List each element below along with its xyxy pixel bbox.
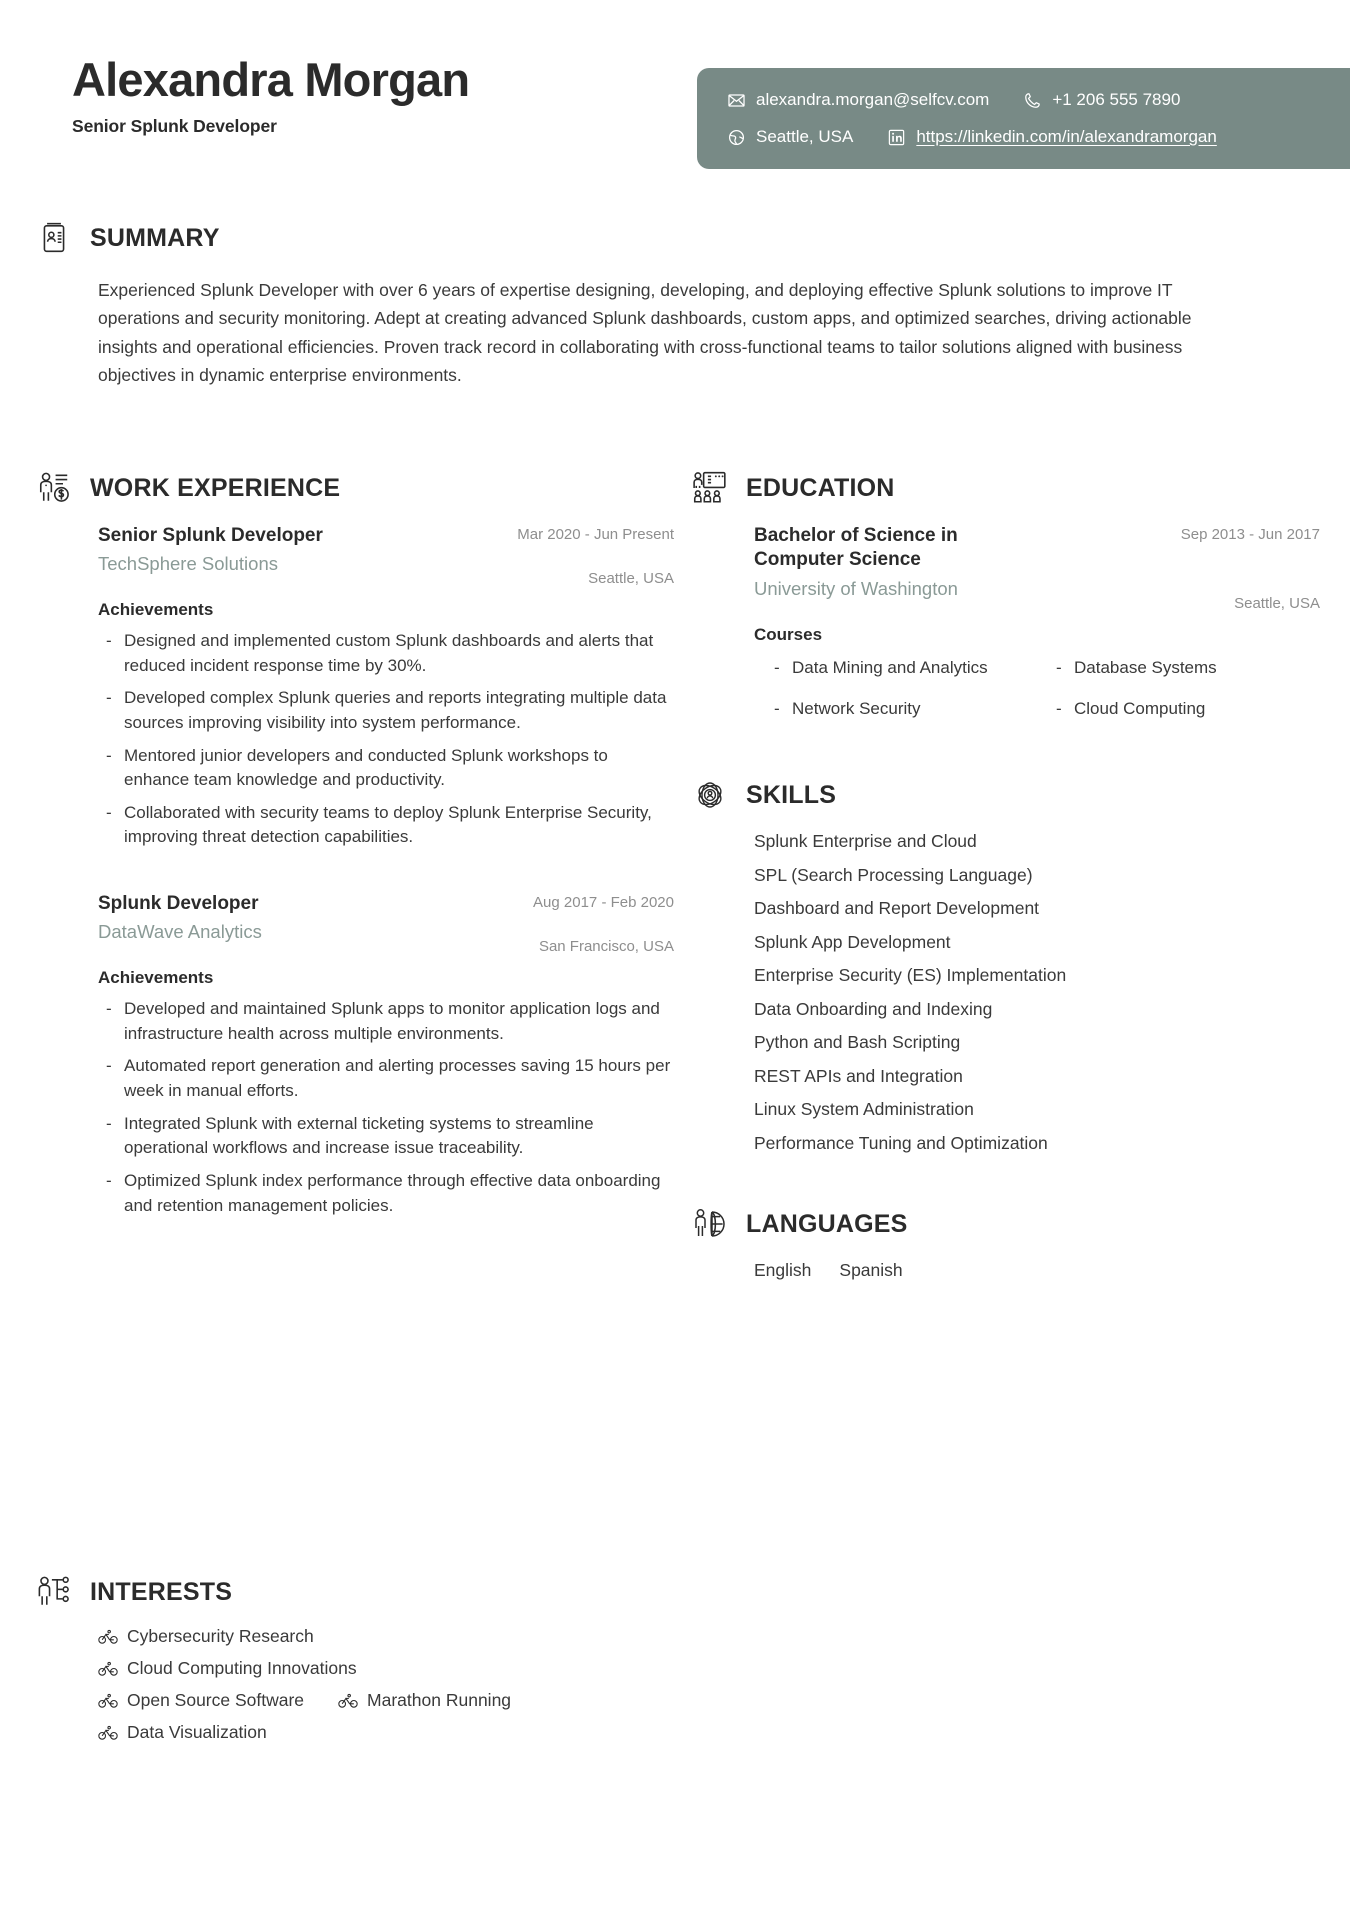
bicycle-icon xyxy=(98,1661,118,1677)
skills-section-header xyxy=(690,775,1320,815)
interest-row xyxy=(98,1626,734,1647)
spacer xyxy=(98,858,674,892)
contact-email[interactable] xyxy=(727,90,989,110)
id-card-icon xyxy=(34,218,74,258)
interest-label: Marathon Running xyxy=(367,1690,512,1710)
work-entry-meta xyxy=(517,524,674,587)
skill-item: Python and Bash Scripting xyxy=(754,1032,961,1053)
skill-item: Data Onboarding and Indexing xyxy=(754,998,993,1019)
list-item: - Automated report generation and alerting processes saving 15 hours per week in manual efforts. xyxy=(98,1054,674,1103)
person-options-icon xyxy=(34,1572,74,1612)
work-entry-identity xyxy=(98,892,517,944)
interest-row xyxy=(98,1658,734,1679)
work-experience-body xyxy=(98,524,674,1218)
education-degree: Bachelor of Science in Computer Science xyxy=(754,525,958,571)
skill-item: REST APIs and Integration xyxy=(754,1065,963,1086)
languages-list xyxy=(754,1260,1320,1281)
language-item: English xyxy=(754,1260,812,1281)
education-entry-header xyxy=(754,524,1320,612)
language-item: Spanish xyxy=(839,1260,903,1281)
list-item: - Mentored junior developers and conducted Splunk workshops to enhance team knowledge and productivity. xyxy=(98,744,674,793)
skill-item: Enterprise Security (ES) Implementation xyxy=(754,965,1067,986)
skill-item: Splunk Enterprise and Cloud xyxy=(754,831,977,852)
person-globe-icon xyxy=(690,1204,730,1244)
contact-location-text: Seattle, USA xyxy=(756,127,854,146)
achievements-label: Achievements xyxy=(98,600,214,619)
work-role: Splunk Developer xyxy=(98,893,259,915)
identity-block xyxy=(72,55,469,137)
work-role: Senior Splunk Developer xyxy=(98,525,323,546)
course-item: - Database Systems xyxy=(1052,656,1320,681)
education-section-header xyxy=(690,468,1320,508)
skill-item: SPL (Search Processing Language) xyxy=(754,864,1033,885)
work-location: Seattle, USA xyxy=(588,570,674,587)
bicycle-icon xyxy=(98,1693,118,1709)
contact-linkedin-text: https://linkedin.com/in/alexandramorgan xyxy=(916,127,1217,146)
left-column xyxy=(34,468,674,1226)
work-company: TechSphere Solutions xyxy=(98,553,278,575)
education-location: Seattle, USA xyxy=(1234,595,1320,612)
interest-label: Cloud Computing Innovations xyxy=(127,1658,357,1678)
globe-pin-icon xyxy=(727,128,746,147)
work-dates: Aug 2017 - Feb 2020 xyxy=(533,894,674,912)
interest-item xyxy=(98,1658,357,1679)
person-money-icon xyxy=(34,468,74,508)
work-experience-section-header xyxy=(34,468,674,508)
work-entry-header xyxy=(98,524,674,587)
contact-row-2 xyxy=(727,127,1320,147)
list-item: - Integrated Splunk with external ticketing systems to streamline operational workflows and increase issue traceability. xyxy=(98,1112,674,1161)
work-achievements-list xyxy=(98,629,674,850)
page-title: Alexandra Morgan xyxy=(72,53,470,106)
interest-item xyxy=(98,1722,267,1743)
education-entry-meta xyxy=(1181,524,1320,612)
education-title: EDUCATION xyxy=(746,473,895,502)
work-entry-meta xyxy=(533,892,674,955)
interest-item xyxy=(98,1690,304,1711)
contact-card xyxy=(697,68,1350,169)
courses-label: Courses xyxy=(754,625,823,644)
interest-item xyxy=(338,1690,511,1711)
education-entry-identity xyxy=(754,524,1165,601)
work-company: DataWave Analytics xyxy=(98,921,262,943)
contact-phone[interactable] xyxy=(1023,90,1180,110)
skills-list xyxy=(754,825,1320,1160)
skill-item: Dashboard and Report Development xyxy=(754,898,1040,919)
interests-section xyxy=(34,1572,734,1754)
work-achievements-list xyxy=(98,997,674,1218)
summary-text: Experienced Splunk Developer with over 6 years of expertise designing, developing, and deploying effective Splunk solutions to improve IT operations and security monitoring. Adept at creating advanced Splunk dashboards, custom apps, and optimized searches, driving actionable insights and operational efficiencies. Proven track record in collaborating with cross-functional teams to tailor solutions aligned with business objectives in dynamic enterprise environments. xyxy=(98,280,1192,386)
interests-list xyxy=(98,1626,734,1743)
phone-icon xyxy=(1023,91,1042,110)
languages-body xyxy=(754,1260,1320,1281)
summary-section xyxy=(34,218,1324,389)
work-entry xyxy=(98,892,674,1218)
list-item: - Optimized Splunk index performance through effective data onboarding and retention management policies. xyxy=(98,1169,674,1218)
interest-label: Open Source Software xyxy=(127,1690,305,1710)
skill-item: Performance Tuning and Optimization xyxy=(754,1132,1048,1153)
bicycle-icon xyxy=(98,1725,118,1741)
list-item: - Developed and maintained Splunk apps to monitor application logs and infrastructure health across multiple environments. xyxy=(98,997,674,1046)
course-item: - Data Mining and Analytics xyxy=(770,656,1038,681)
bicycle-icon xyxy=(98,1629,118,1645)
course-item: - Network Security xyxy=(770,697,1038,722)
contact-row-1 xyxy=(727,90,1320,110)
job-title: Senior Splunk Developer xyxy=(72,115,277,136)
summary-title: SUMMARY xyxy=(90,223,220,252)
work-experience-title: WORK EXPERIENCE xyxy=(90,473,341,502)
work-entry-identity xyxy=(98,524,501,576)
interest-row xyxy=(98,1690,734,1711)
classroom-icon xyxy=(690,468,730,508)
education-entry xyxy=(754,524,1320,721)
work-entry-header xyxy=(98,892,674,955)
contact-phone-text: +1 206 555 7890 xyxy=(1052,90,1181,109)
contact-email-text: alexandra.morgan@selfcv.com xyxy=(756,90,990,109)
interests-section-header xyxy=(34,1572,734,1612)
course-item: - Cloud Computing xyxy=(1052,697,1320,722)
interests-title: INTERESTS xyxy=(90,1577,233,1606)
skills-title: SKILLS xyxy=(746,780,837,809)
languages-title: LANGUAGES xyxy=(746,1209,908,1238)
resume-header xyxy=(0,0,1350,200)
bicycle-icon xyxy=(338,1693,358,1709)
languages-section xyxy=(690,1204,1320,1281)
work-location: San Francisco, USA xyxy=(538,938,674,956)
interest-label: Data Visualization xyxy=(127,1722,267,1742)
skills-section xyxy=(690,775,1320,1160)
contact-linkedin[interactable] xyxy=(887,127,1217,147)
work-dates: Mar 2020 - Jun Present xyxy=(517,526,674,543)
education-school: University of Washington xyxy=(754,577,958,599)
right-column xyxy=(690,468,1320,1281)
skill-item: Splunk App Development xyxy=(754,931,951,952)
skills-badge-icon xyxy=(690,775,730,815)
education-body xyxy=(754,524,1320,721)
contact-location xyxy=(727,127,853,147)
list-item: - Developed complex Splunk queries and reports integrating multiple data sources improving visibility into system performance. xyxy=(98,686,674,735)
list-item: - Designed and implemented custom Splunk dashboards and alerts that reduced incident response time by 30%. xyxy=(98,629,674,678)
interest-row xyxy=(98,1722,734,1743)
envelope-icon xyxy=(727,91,746,110)
achievements-label: Achievements xyxy=(98,968,214,988)
list-item: - Collaborated with security teams to deploy Splunk Enterprise Security, improving threat detection capabilities. xyxy=(98,801,674,850)
interest-label: Cybersecurity Research xyxy=(127,1626,314,1646)
summary-section-header xyxy=(34,218,1324,258)
education-dates: Sep 2013 - Jun 2017 xyxy=(1180,526,1320,543)
interest-item xyxy=(98,1626,314,1647)
linkedin-icon xyxy=(887,128,906,147)
languages-section-header xyxy=(690,1204,1320,1244)
courses-grid xyxy=(770,656,1320,721)
work-entry xyxy=(98,524,674,850)
skill-item: Linux System Administration xyxy=(754,1099,974,1120)
